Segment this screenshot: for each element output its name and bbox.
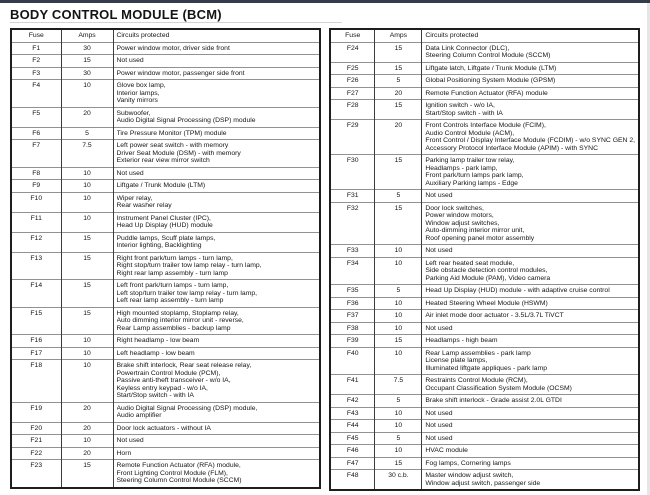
amps-value: 15: [375, 457, 422, 470]
table-row: [330, 445, 639, 458]
circuit-line: Front Lighting Control Module (FLM),: [116, 469, 228, 477]
circuits-protected: [422, 245, 639, 258]
table-row: [330, 245, 639, 258]
circuit-line: Restraints Control Module (RCM),: [425, 377, 528, 384]
circuits-protected: [422, 297, 639, 310]
circuits-protected: [113, 280, 320, 308]
circuits-protected: [422, 322, 639, 335]
circuit-line: Exterior rear view mirror switch: [116, 157, 210, 164]
circuit-line: Brake shift interlock, Rear seat release relay,: [116, 362, 252, 369]
circuits-protected: [113, 212, 320, 232]
circuit-line: Steering Column Control Module (SCCM): [425, 52, 551, 59]
amps-value: 15: [375, 202, 422, 245]
fuse-id: F5: [11, 107, 61, 127]
column-header-fuse: Fuse: [330, 29, 375, 42]
circuit-line: Not used: [425, 192, 453, 199]
circuit-line: Start/Stop switch - with IA: [425, 109, 503, 117]
fuse-id: F29: [330, 120, 375, 155]
amps-value: 10: [61, 180, 113, 193]
fuse-id: F46: [330, 445, 375, 458]
amps-value: 10: [375, 257, 422, 285]
circuits-protected: [422, 190, 639, 203]
fuse-id: F25: [330, 62, 375, 75]
circuit-line: Passive anti-theft transceiver - w/o IA,: [116, 377, 231, 384]
amps-value: 15: [375, 335, 422, 348]
circuits-protected: [113, 80, 320, 108]
table-row: [11, 280, 320, 308]
amps-value: 7.5: [61, 140, 113, 168]
circuit-line: Front Controls Interface Module (FCIM),: [425, 122, 546, 129]
amps-value: 15: [375, 62, 422, 75]
circuit-line: Left rear heated seat module,: [425, 259, 515, 267]
circuit-line: Left power seat switch - with memory: [116, 142, 229, 149]
circuits-protected: [422, 310, 639, 323]
circuits-protected: [422, 42, 639, 62]
amps-value: 10: [375, 347, 422, 375]
circuit-line: Brake shift interlock - Grade assist 2.0L GTDI: [425, 397, 562, 404]
circuit-line: Vanity mirrors: [116, 97, 158, 104]
circuit-line: Illuminated liftgate appliques - park lamp: [425, 364, 548, 372]
page-title: BODY CONTROL MODULE (BCM): [10, 7, 222, 22]
circuits-protected: [422, 347, 639, 375]
fuse-id: F31: [330, 190, 375, 203]
amps-value: 5: [375, 395, 422, 408]
column-header-amps: Amps: [375, 29, 422, 42]
header-row: [330, 29, 639, 42]
amps-value: 30: [61, 67, 113, 80]
fuse-id: F3: [11, 67, 61, 80]
circuit-line: Front park/turn lamps park lamp,: [425, 172, 524, 179]
fuse-id: F16: [11, 335, 61, 348]
circuit-line: Liftgate / Trunk Module (LTM): [116, 182, 206, 189]
amps-value: 7.5: [375, 375, 422, 395]
circuits-protected: [113, 107, 320, 127]
fuse-id: F32: [330, 202, 375, 245]
table-row: [330, 407, 639, 420]
circuit-line: Left headlamp - low beam: [116, 349, 195, 357]
fuse-tables-container: [10, 28, 640, 491]
circuits-protected: [422, 87, 639, 100]
circuit-line: Ignition switch - w/o IA,: [425, 102, 495, 109]
table-row: [330, 42, 639, 62]
circuit-line: Subwoofer,: [116, 109, 151, 117]
circuit-line: Right front park/turn lamps - turn lamp,: [116, 254, 233, 262]
circuit-line: Right rear lamp assembly - turn lamp: [116, 269, 228, 277]
amps-value: 15: [61, 232, 113, 252]
amps-value: 5: [61, 127, 113, 140]
fuse-id: F48: [330, 470, 375, 491]
circuit-line: High mounted stoplamp, Stoplamp relay,: [116, 309, 239, 317]
circuit-line: Fog lamps, Cornering lamps: [425, 459, 511, 467]
circuits-protected: [422, 470, 639, 491]
fuse-id: F12: [11, 232, 61, 252]
circuit-line: Parking Aid Module (PAM), Video camera: [425, 274, 551, 282]
table-row: [330, 375, 639, 395]
fuse-id: F7: [11, 140, 61, 168]
table-row: [11, 232, 320, 252]
circuit-line: Powertrain Control Module (PCM),: [116, 369, 221, 377]
circuits-protected: [422, 375, 639, 395]
circuits-protected: [422, 420, 639, 433]
circuit-line: Interior lamps,: [116, 89, 160, 97]
page-top-rule: [0, 0, 650, 3]
circuit-line: Liftgate latch, Liftgate / Trunk Module (LTM): [425, 64, 557, 72]
fuse-id: F38: [330, 322, 375, 335]
circuit-line: Remote Function Actuator (RFA) module,: [116, 462, 241, 469]
column-header-fuse: Fuse: [11, 29, 61, 42]
fuse-id: F4: [11, 80, 61, 108]
amps-value: 10: [61, 212, 113, 232]
amps-value: 15: [61, 460, 113, 488]
table-row: [11, 252, 320, 280]
fuse-id: F26: [330, 75, 375, 88]
circuit-line: Rear Lamp assemblies - park lamp: [425, 349, 531, 357]
fuse-id: F8: [11, 167, 61, 180]
amps-value: 15: [375, 42, 422, 62]
circuit-line: Parking lamp trailer tow relay,: [425, 157, 515, 164]
circuit-line: Not used: [425, 434, 453, 442]
fuse-id: F21: [11, 435, 61, 448]
fuse-id: F34: [330, 257, 375, 285]
circuit-line: Global Positioning System Module (GPSM): [425, 77, 556, 84]
circuits-protected: [422, 335, 639, 348]
circuits-protected: [113, 360, 320, 403]
amps-value: 10: [375, 420, 422, 433]
amps-value: 5: [375, 285, 422, 298]
amps-value: 30 c.b.: [375, 470, 422, 491]
circuit-line: Data Link Connector (DLC),: [425, 44, 510, 52]
table-row: [330, 297, 639, 310]
fuse-id: F30: [330, 155, 375, 190]
circuits-protected: [113, 447, 320, 460]
circuit-line: Right headlamp - low beam: [116, 337, 200, 344]
amps-value: 10: [61, 80, 113, 108]
table-row: [11, 42, 320, 55]
circuit-line: Start/Stop switch - with IA: [116, 392, 194, 399]
fuse-id: F1: [11, 42, 61, 55]
table-row: [330, 155, 639, 190]
circuit-line: HVAC module: [425, 447, 468, 454]
amps-value: 10: [375, 245, 422, 258]
table-row: [330, 202, 639, 245]
circuits-protected: [113, 307, 320, 335]
circuit-line: Master window adjust switch,: [425, 472, 514, 479]
amps-value: 10: [61, 167, 113, 180]
circuits-protected: [422, 155, 639, 190]
circuit-line: Door lock actuators - without IA: [116, 424, 211, 432]
fuse-id: F19: [11, 402, 61, 422]
circuit-line: Auxiliary Parking lamps - Edge: [425, 179, 518, 187]
fuse-table-right: [329, 28, 640, 491]
table-row: [11, 360, 320, 403]
circuit-line: Audio Digital Signal Processing (DSP) module: [116, 117, 256, 124]
fuse-id: F23: [11, 460, 61, 488]
fuse-id: F22: [11, 447, 61, 460]
amps-value: 10: [375, 297, 422, 310]
circuit-line: Audio Digital Signal Processing (DSP) module,: [116, 404, 258, 412]
circuits-protected: [113, 192, 320, 212]
table-row: [11, 347, 320, 360]
circuit-line: Auto dimming interior mirror unit - reverse,: [116, 317, 244, 324]
table-row: [330, 100, 639, 120]
fuse-id: F39: [330, 335, 375, 348]
circuit-line: Tire Pressure Monitor (TPM) module: [116, 129, 227, 137]
fuse-id: F2: [11, 55, 61, 68]
circuits-protected: [422, 395, 639, 408]
circuits-protected: [113, 252, 320, 280]
table-row: [330, 257, 639, 285]
table-row: [11, 167, 320, 180]
fuse-id: F18: [11, 360, 61, 403]
amps-value: 30: [61, 42, 113, 55]
circuit-line: Left stop/turn trailer tow lamp relay - turn lamp,: [116, 289, 258, 297]
circuits-protected: [113, 347, 320, 360]
circuit-line: Not used: [425, 247, 453, 254]
table-row: [330, 310, 639, 323]
circuits-protected: [113, 402, 320, 422]
circuits-protected: [113, 460, 320, 488]
circuit-line: Roof opening panel motor assembly: [425, 234, 535, 242]
fuse-id: F47: [330, 457, 375, 470]
circuits-protected: [422, 62, 639, 75]
amps-value: 10: [61, 347, 113, 360]
table-row: [11, 335, 320, 348]
fuse-id: F17: [11, 347, 61, 360]
amps-value: 20: [61, 447, 113, 460]
table-row: [330, 347, 639, 375]
circuit-line: Left front park/turn lamps - turn lamp,: [116, 282, 229, 289]
table-row: [330, 432, 639, 445]
table-row: [11, 435, 320, 448]
circuit-line: Accessory Protocol Interface Module (APIM) - with SYNC: [425, 144, 598, 152]
circuit-line: Not used: [116, 57, 144, 64]
circuit-line: Headlamps - high beam: [425, 337, 498, 344]
circuit-line: License plate lamps,: [425, 357, 488, 364]
circuit-line: Audio amplifier: [116, 412, 162, 419]
circuit-line: Headlamps - park lamp,: [425, 164, 498, 172]
fuse-table-left: [10, 28, 321, 489]
amps-value: 10: [61, 435, 113, 448]
amps-value: 20: [61, 422, 113, 435]
table-row: [11, 460, 320, 488]
circuits-protected: [422, 75, 639, 88]
table-row: [11, 55, 320, 68]
circuit-line: Not used: [116, 437, 144, 444]
circuits-protected: [422, 457, 639, 470]
circuit-line: Left rear lamp assembly - turn lamp: [116, 297, 224, 304]
table-row: [330, 420, 639, 433]
table-row: [11, 192, 320, 212]
circuit-line: Glove box lamp,: [116, 82, 166, 89]
fuse-id: F11: [11, 212, 61, 232]
table-row: [330, 335, 639, 348]
circuit-line: Not used: [425, 422, 453, 429]
table-row: [330, 87, 639, 100]
fuse-id: F27: [330, 87, 375, 100]
fuse-id: F20: [11, 422, 61, 435]
amps-value: 15: [375, 100, 422, 120]
table-row: [330, 190, 639, 203]
amps-value: 20: [375, 120, 422, 155]
fuse-id: F42: [330, 395, 375, 408]
circuits-protected: [113, 55, 320, 68]
circuits-protected: [422, 257, 639, 285]
fuse-id: F35: [330, 285, 375, 298]
table-row: [330, 285, 639, 298]
fuse-id: F10: [11, 192, 61, 212]
amps-value: 10: [375, 445, 422, 458]
table-row: [11, 180, 320, 193]
table-row: [330, 470, 639, 491]
circuit-line: Rear Lamp assemblies - backup lamp: [116, 324, 231, 332]
table-row: [330, 75, 639, 88]
circuit-line: Audio Control Module (ACM),: [425, 129, 515, 137]
circuits-protected: [113, 435, 320, 448]
table-row: [11, 67, 320, 80]
fuse-id: F43: [330, 407, 375, 420]
amps-value: 15: [61, 55, 113, 68]
fuse-id: F33: [330, 245, 375, 258]
circuit-line: Interior lighting, Backlighting: [116, 242, 202, 249]
fuse-id: F13: [11, 252, 61, 280]
fuse-id: F9: [11, 180, 61, 193]
circuits-protected: [113, 67, 320, 80]
table-row: [11, 402, 320, 422]
amps-value: 10: [375, 310, 422, 323]
fuse-id: F15: [11, 307, 61, 335]
table-row: [11, 140, 320, 168]
amps-value: 15: [375, 155, 422, 190]
circuit-line: Keyless entry keypad - w/o IA,: [116, 384, 208, 392]
amps-value: 10: [61, 192, 113, 212]
circuit-line: Rear washer relay: [116, 202, 172, 209]
circuit-line: Head Up Display (HUD) module - with adaptive cruise control: [425, 287, 610, 294]
circuit-line: Front Control / Display Interface Module (FCDIM) - w/o SYNC GEN 2,: [425, 137, 635, 144]
table-row: [330, 120, 639, 155]
fuse-id: F40: [330, 347, 375, 375]
fuse-id: F6: [11, 127, 61, 140]
circuits-protected: [422, 445, 639, 458]
fuse-id: F28: [330, 100, 375, 120]
amps-value: 20: [61, 107, 113, 127]
table-row: [330, 62, 639, 75]
fuse-id: F36: [330, 297, 375, 310]
circuit-line: Wiper relay,: [116, 194, 153, 202]
table-row: [11, 212, 320, 232]
amps-value: 15: [61, 280, 113, 308]
table-row: [330, 322, 639, 335]
circuit-line: Door lock switches,: [425, 204, 484, 212]
circuit-line: Auto-dimming interior mirror unit,: [425, 227, 525, 234]
table-row: [11, 307, 320, 335]
circuit-line: Occupant Classification System Module (OCSM): [425, 384, 572, 392]
fuse-id: F24: [330, 42, 375, 62]
amps-value: 15: [61, 307, 113, 335]
circuits-protected: [422, 100, 639, 120]
circuit-line: Instrument Panel Cluster (IPC),: [116, 214, 211, 222]
circuit-line: Heated Steering Wheel Module (HSWM): [425, 299, 548, 307]
circuit-line: Window adjust switches,: [425, 219, 500, 227]
circuit-line: Horn: [116, 449, 132, 457]
circuit-line: Steering Column Control Module (SCCM): [116, 477, 242, 484]
column-header-amps: Amps: [61, 29, 113, 42]
table-row: [330, 395, 639, 408]
circuits-protected: [422, 432, 639, 445]
circuit-line: Remote Function Actuator (RFA) module: [425, 89, 548, 97]
amps-value: 10: [375, 322, 422, 335]
column-header-circ: Circuits protected: [113, 29, 320, 42]
amps-value: 5: [375, 75, 422, 88]
amps-value: 10: [61, 360, 113, 403]
circuits-protected: [422, 202, 639, 245]
circuits-protected: [113, 335, 320, 348]
circuit-line: Not used: [116, 169, 144, 177]
table-row: [11, 422, 320, 435]
circuits-protected: [113, 167, 320, 180]
circuit-line: Not used: [425, 409, 453, 417]
fuse-id: F45: [330, 432, 375, 445]
circuits-protected: [113, 232, 320, 252]
circuits-protected: [422, 285, 639, 298]
amps-value: 5: [375, 190, 422, 203]
table-row: [11, 127, 320, 140]
amps-value: 15: [61, 252, 113, 280]
circuit-line: Window adjust switch, passenger side: [425, 479, 541, 487]
amps-value: 20: [61, 402, 113, 422]
fuse-id: F37: [330, 310, 375, 323]
table-row: [11, 107, 320, 127]
table-row: [11, 447, 320, 460]
circuit-line: Power window motors,: [425, 212, 494, 219]
circuit-line: Power window motor, driver side front: [116, 44, 230, 52]
circuits-protected: [113, 180, 320, 193]
circuit-line: Puddle lamps, Scuff plate lamps,: [116, 234, 216, 242]
amps-value: 20: [375, 87, 422, 100]
circuit-line: Power window motor, passenger side front: [116, 69, 245, 77]
fuse-id: F44: [330, 420, 375, 433]
circuits-protected: [113, 140, 320, 168]
amps-value: 10: [61, 335, 113, 348]
circuit-line: Air inlet mode door actuator - 3.5L/3.7L TiVCT: [425, 312, 564, 319]
circuit-line: Not used: [425, 324, 453, 332]
circuit-line: Head Up Display (HUD) module: [116, 222, 213, 229]
amps-value: 5: [375, 432, 422, 445]
column-header-circ: Circuits protected: [422, 29, 639, 42]
fuse-id: F14: [11, 280, 61, 308]
circuits-protected: [113, 127, 320, 140]
circuit-line: Driver Seat Module (DSM) - with memory: [116, 149, 241, 157]
circuits-protected: [422, 407, 639, 420]
circuits-protected: [113, 422, 320, 435]
fuse-id: F41: [330, 375, 375, 395]
table-row: [330, 457, 639, 470]
circuits-protected: [113, 42, 320, 55]
header-row: [11, 29, 320, 42]
table-row: [11, 80, 320, 108]
circuit-line: Side obstacle detection control modules,: [425, 267, 548, 274]
circuits-protected: [422, 120, 639, 155]
amps-value: 10: [375, 407, 422, 420]
circuit-line: Right stop/turn trailer tow lamp relay - turn lamp,: [116, 262, 262, 269]
title-underline: [10, 22, 342, 23]
